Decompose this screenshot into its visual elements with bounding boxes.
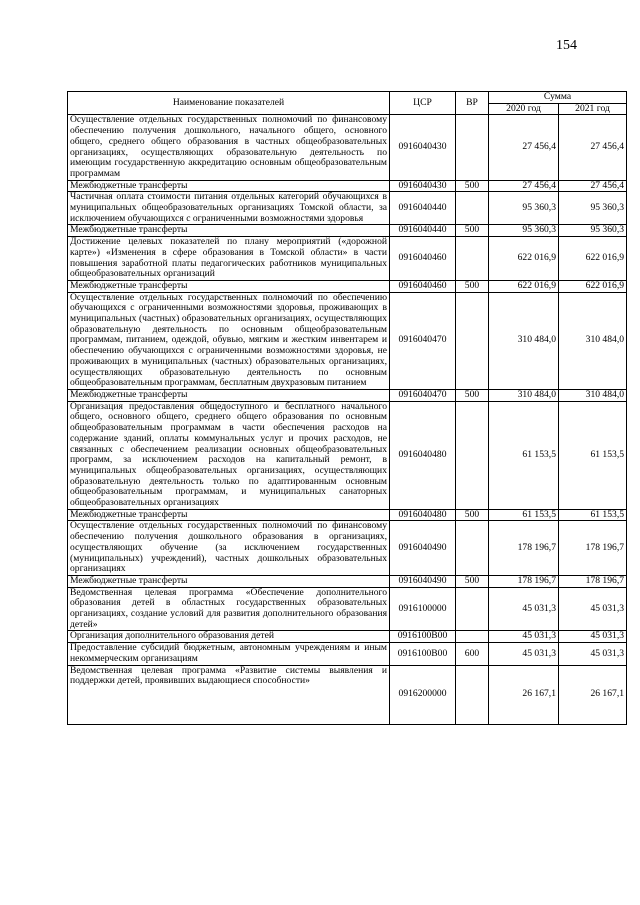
header-year-2020: 2020 год [489, 103, 559, 115]
row-sum-2020: 45 031,3 [489, 631, 559, 643]
row-sum-2020: 61 153,5 [489, 401, 559, 509]
header-year-2021: 2021 год [559, 103, 627, 115]
table-row [68, 575, 627, 587]
row-name: Межбюджетные трансферты [68, 280, 390, 292]
row-code: 0916040490 [390, 521, 456, 576]
row-name: Осуществление отдельных государственных полномочий по финансовому обеспечению получения дошкольного, начального общего, основного общего, среднего общего образования в частных общеобразовательных организациях, осуществляющих образовательную деятельность по имеющим государственную аккредитацию основным общеобразовательным программам [68, 115, 390, 180]
row-sum-2020: 45 031,3 [489, 587, 559, 631]
header-code: ЦСР [390, 92, 456, 115]
row-sum-2021: 27 456,4 [559, 180, 627, 192]
table-row [68, 237, 627, 281]
row-sum-2021: 95 360,3 [559, 192, 627, 225]
table-row [68, 631, 627, 643]
row-vr [456, 587, 489, 631]
row-vr: 500 [456, 280, 489, 292]
header-name: Наименование показателей [68, 92, 390, 115]
row-vr: 500 [456, 225, 489, 237]
row-vr [456, 665, 489, 724]
row-code: 0916040460 [390, 280, 456, 292]
row-code: 0916040480 [390, 401, 456, 509]
row-sum-2020: 45 031,3 [489, 643, 559, 665]
row-code: 0916100В00 [390, 643, 456, 665]
row-code: 0916040440 [390, 225, 456, 237]
row-name: Осуществление отдельных государственных полномочий по финансовому обеспечению получения дошкольного образования в организациях, осуществляющих обучение (за исключением государственных (муниципальных) учреждений), частных дошкольных образовательных организациях [68, 521, 390, 576]
row-name: Межбюджетные трансферты [68, 180, 390, 192]
row-sum-2020: 61 153,5 [489, 509, 559, 521]
row-vr: 500 [456, 389, 489, 401]
row-name: Достижение целевых показателей по плану мероприятий («дорожной карте») «Изменения в сфере образования в Томской области» в части повышения заработной платы педагогических работников муниципальных общеобразовательных организаций [68, 237, 390, 281]
row-name: Ведомственная целевая программа «Развитие системы выявления и поддержки детей, проявивших выдающиеся способности» [68, 665, 390, 724]
row-vr [456, 521, 489, 576]
row-vr [456, 292, 489, 389]
row-sum-2021: 310 484,0 [559, 292, 627, 389]
row-code: 0916200000 [390, 665, 456, 724]
row-sum-2020: 622 016,9 [489, 280, 559, 292]
table-row [68, 115, 627, 180]
table-row [68, 665, 627, 724]
table-row [68, 643, 627, 665]
row-sum-2021: 45 031,3 [559, 631, 627, 643]
table-row [68, 401, 627, 509]
row-sum-2021: 178 196,7 [559, 521, 627, 576]
header-vr: ВР [456, 92, 489, 115]
row-sum-2021: 27 456,4 [559, 115, 627, 180]
row-code: 0916040480 [390, 509, 456, 521]
row-sum-2021: 310 484,0 [559, 389, 627, 401]
row-sum-2020: 178 196,7 [489, 575, 559, 587]
table-body [68, 115, 627, 724]
row-vr [456, 115, 489, 180]
table-row [68, 180, 627, 192]
row-vr [456, 401, 489, 509]
row-sum-2020: 310 484,0 [489, 389, 559, 401]
table-row [68, 389, 627, 401]
row-code: 0916040490 [390, 575, 456, 587]
row-sum-2021: 26 167,1 [559, 665, 627, 724]
row-sum-2020: 95 360,3 [489, 192, 559, 225]
row-name: Межбюджетные трансферты [68, 575, 390, 587]
row-sum-2020: 310 484,0 [489, 292, 559, 389]
row-code: 0916040460 [390, 237, 456, 281]
row-code: 0916040470 [390, 292, 456, 389]
table-row [68, 292, 627, 389]
row-sum-2021: 61 153,5 [559, 401, 627, 509]
row-code: 0916040430 [390, 115, 456, 180]
row-sum-2021: 178 196,7 [559, 575, 627, 587]
table-row [68, 521, 627, 576]
table-row [68, 225, 627, 237]
row-vr [456, 237, 489, 281]
row-code: 0916100000 [390, 587, 456, 631]
row-sum-2020: 622 016,9 [489, 237, 559, 281]
row-code: 0916040470 [390, 389, 456, 401]
row-name: Осуществление отдельных государственных полномочий по обеспечению обучающихся с ограниченными возможностями здоровья, проживающих в муниципальных (частных) образовательных организациях, осуществляющих образовательную деятельность по основным общеобразовательным программам, питанием, одеждой, обувью, мягким и жестким инвентарем и обеспечению обучающихся с ограниченными возможностями здоровья, не проживающих в муниципальных (частных) образовательных организациях, осуществляющих образовательную деятельность по основным общеобразовательным программам, бесплатным двухразовым питанием [68, 292, 390, 389]
row-vr: 500 [456, 180, 489, 192]
row-sum-2021: 95 360,3 [559, 225, 627, 237]
row-name: Межбюджетные трансферты [68, 389, 390, 401]
row-vr: 500 [456, 509, 489, 521]
row-code: 0916040430 [390, 180, 456, 192]
row-sum-2021: 622 016,9 [559, 280, 627, 292]
row-sum-2021: 622 016,9 [559, 237, 627, 281]
table-row [68, 280, 627, 292]
table-row [68, 587, 627, 631]
row-sum-2020: 95 360,3 [489, 225, 559, 237]
row-sum-2021: 45 031,3 [559, 643, 627, 665]
table-row [68, 509, 627, 521]
row-sum-2021: 61 153,5 [559, 509, 627, 521]
row-vr [456, 631, 489, 643]
row-sum-2021: 45 031,3 [559, 587, 627, 631]
row-sum-2020: 27 456,4 [489, 115, 559, 180]
row-sum-2020: 26 167,1 [489, 665, 559, 724]
row-name: Частичная оплата стоимости питания отдельных категорий обучающихся в муниципальных общеобразовательных организациях Томской области, за исключением обучающихся с ограниченными возможностями здоровья [68, 192, 390, 225]
row-vr [456, 192, 489, 225]
table-row [68, 192, 627, 225]
row-name: Межбюджетные трансферты [68, 509, 390, 521]
row-name: Организация дополнительного образования детей [68, 631, 390, 643]
row-code: 0916100В00 [390, 631, 456, 643]
row-name: Ведомственная целевая программа «Обеспечение дополнительного образования детей в областных государственных образовательных организациях, создание условий для развития дополнительного образования детей» [68, 587, 390, 631]
row-name: Предоставление субсидий бюджетным, автономным учреждениям и иным некоммерческим организациям [68, 643, 390, 665]
page-number: 154 [556, 38, 577, 53]
header-sum: Сумма [489, 92, 627, 104]
row-name: Межбюджетные трансферты [68, 225, 390, 237]
row-name: Организация предоставления общедоступного и бесплатного начального общего, основного общего, среднего общего образования по основным общеобразовательным программам в части обеспечения расходов на содержание зданий, оплаты коммунальных услуг и прочих расходов, не связанных с обеспечением реализации основных общеобразовательных программ, за исключением расходов на капитальный ремонт, в муниципальных общеобразовательных организациях, осуществляющих образовательную деятельность только по адаптированным основным общеобразовательным программам, и муниципальных санаторных общеобразовательных организациях [68, 401, 390, 509]
row-vr: 500 [456, 575, 489, 587]
row-vr: 600 [456, 643, 489, 665]
budget-table [67, 91, 627, 725]
row-code: 0916040440 [390, 192, 456, 225]
row-sum-2020: 178 196,7 [489, 521, 559, 576]
row-sum-2020: 27 456,4 [489, 180, 559, 192]
